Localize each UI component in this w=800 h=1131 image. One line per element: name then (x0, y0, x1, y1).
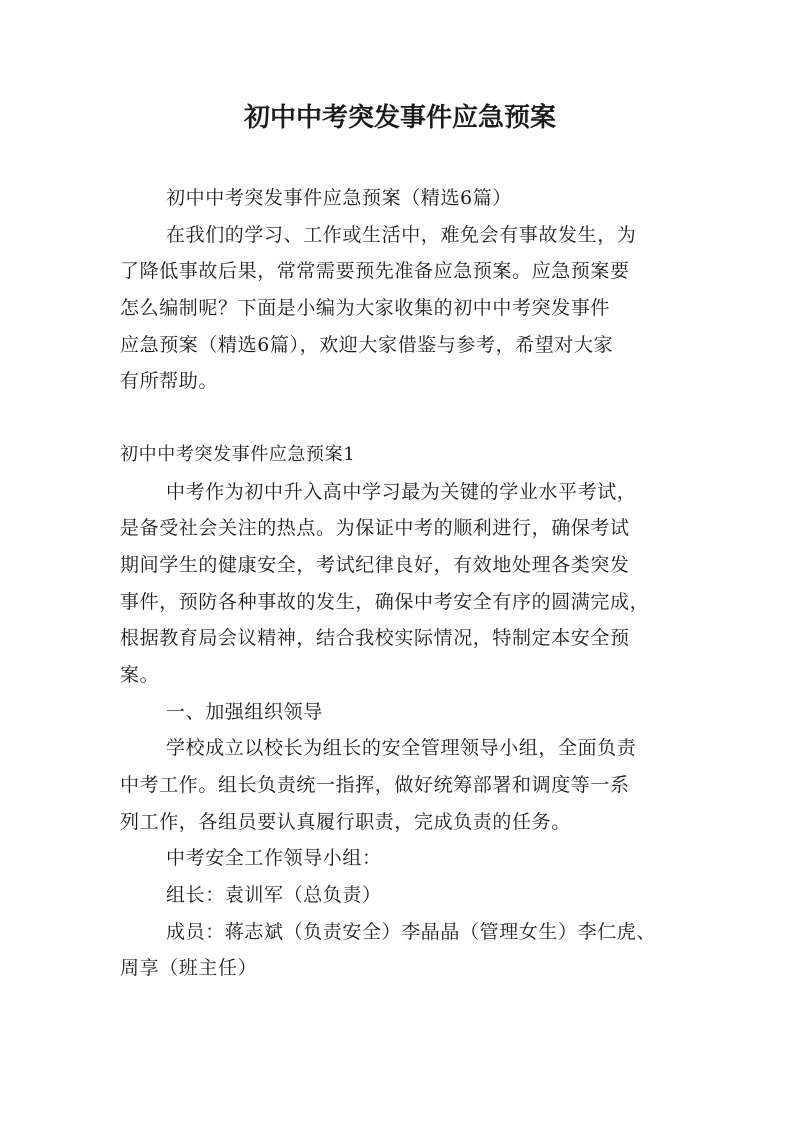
paragraph-line: 在我们的学习、工作或生活中，难免会有事故发生，为 (166, 223, 637, 246)
section1-paragraph-2 (120, 730, 686, 840)
members-paragraph (120, 914, 686, 987)
section-heading: 初中中考突发事件应急预案1 (120, 443, 356, 465)
paragraph-line: 周享（班主任） (120, 957, 258, 980)
paragraph-line: 列工作，各组员要认真履行职责，完成负责的任务。 (120, 810, 571, 833)
leader-line: 组长：袁训军（总负责） (166, 884, 382, 907)
document-title: 初中中考突发事件应急预案 (243, 103, 556, 133)
paragraph-line: 是备受社会关注的热点。为保证中考的顺利进行，确保考试 (120, 517, 630, 540)
paragraph-line: 应急预案（精选6篇），欢迎大家借鉴与参考，希望对大家 (120, 333, 614, 356)
paragraph-line: 案。 (120, 663, 160, 686)
document-body (120, 180, 686, 987)
paragraph-line: 事件，预防各种事故的发生，确保中考安全有序的圆满完成， (120, 590, 650, 613)
paragraph-line: 怎么编制呢？下面是小编为大家收集的初中中考突发事件 (120, 297, 611, 320)
paragraph-line: 了降低事故后果，常常需要预先准备应急预案。应急预案要 (120, 260, 630, 283)
paragraph-line: 有所帮助。 (120, 370, 219, 393)
paragraph-line: 中考作为初中升入高中学习最为关键的学业水平考试， (166, 480, 637, 503)
subheading: 一、加强组织领导 (166, 700, 323, 723)
paragraph-line: 期间学生的健康安全，考试纪律良好，有效地处理各类突发 (120, 553, 630, 576)
paragraph-spacer (120, 400, 686, 437)
paragraph-line: 成员：蒋志斌（负责安全）李晶晶（管理女生）李仁虎、 (166, 920, 657, 943)
group-label: 中考安全工作领导小组： (166, 847, 382, 870)
section1-paragraph-1 (120, 474, 686, 694)
paragraph-line: 学校成立以校长为组长的安全管理领导小组，全面负责 (166, 737, 637, 760)
paragraph-line: 中考工作。组长负责统一指挥，做好统筹部署和调度等一系 (120, 774, 630, 796)
intro-paragraph (120, 217, 686, 400)
paragraph-line: 根据教育局会议精神，结合我校实际情况，特制定本安全预 (120, 627, 630, 650)
document-subtitle: 初中中考突发事件应急预案（精选6篇） (166, 187, 512, 209)
